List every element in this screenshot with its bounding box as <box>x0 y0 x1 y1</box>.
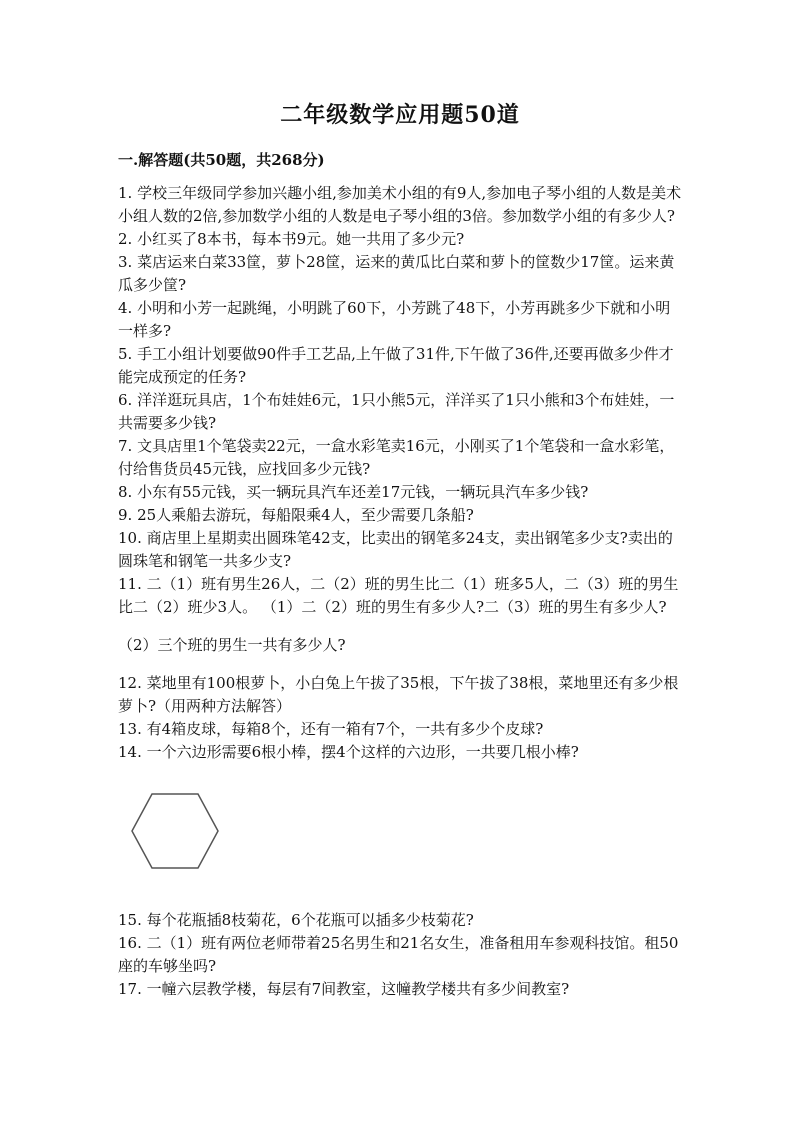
question-11: 11. 二（1）班有男生26人，二（2）班的男生比二（1）班多5人，二（3）班的男生比二（2）班少3人。 （1）二（2）班的男生有多少人?二（3）班的男生有多少人? <box>118 575 679 616</box>
question-8: 8. 小东有55元钱，买一辆玩具汽车还差17元钱，一辆玩具汽车多少钱? <box>118 483 589 501</box>
question-10: 10. 商店里上星期卖出圆珠笔42支，比卖出的钢笔多24支，卖出钢笔多少支?卖出的圆珠笔和钢笔一共多少支? <box>118 529 673 570</box>
question-14: 14. 一个六边形需要6根小棒，摆4个这样的六边形，一共要几根小棒? <box>118 743 579 761</box>
question-15: 15. 每个花瓶插8枝菊花，6个花瓶可以插多少枝菊花? <box>118 911 474 929</box>
question-9: 9. 25人乘船去游玩，每船限乘4人，至少需要几条船? <box>118 506 474 524</box>
hexagon-figure <box>130 792 220 870</box>
question-12: 12. 菜地里有100根萝卜，小白兔上午拔了35根，下午拔了38根，菜地里还有多少根萝卜?（用两种方法解答） <box>118 674 679 715</box>
section-header: 一.解答题(共50题，共268分) <box>118 151 325 169</box>
question-2: 2. 小红买了8本书，每本书9元。她一共用了多少元? <box>118 230 465 248</box>
question-3: 3. 菜店运来白菜33筐，萝卜28筐，运来的黄瓜比白菜和萝卜的筐数少17筐。运来黄瓜多少筐? <box>118 253 675 294</box>
page-title: 二年级数学应用题50道 <box>280 102 520 128</box>
question-5: 5. 手工小组计划要做90件手工艺品,上午做了31件,下午做了36件,还要再做多少件才能完成预定的任务? <box>118 345 674 386</box>
question-6: 6. 洋洋逛玩具店，1个布娃娃6元，1只小熊5元，洋洋买了1只小熊和3个布娃娃，一共需要多少钱? <box>118 391 675 432</box>
question-11-part-2: （2）三个班的男生一共有多少人? <box>118 636 346 654</box>
question-4: 4. 小明和小芳一起跳绳，小明跳了60下，小芳跳了48下，小芳再跳多少下就和小明一样多? <box>118 299 671 340</box>
hexagon-shape <box>132 794 218 868</box>
question-17: 17. 一幢六层教学楼，每层有7间教室，这幢教学楼共有多少间教室? <box>118 980 570 998</box>
question-7: 7. 文具店里1个笔袋卖22元，一盒水彩笔卖16元，小刚买了1个笔袋和一盒水彩笔，付给售货员45元钱，应找回多少元钱? <box>118 437 675 478</box>
question-1: 1. 学校三年级同学参加兴趣小组,参加美术小组的有9人,参加电子琴小组的人数是美术小组人数的2倍,参加数学小组的人数是电子琴小组的3倍。参加数学小组的有多少人? <box>118 184 682 225</box>
question-13: 13. 有4箱皮球，每箱8个，还有一箱有7个，一共有多少个皮球? <box>118 720 544 738</box>
question-list <box>118 182 684 1001</box>
question-16: 16. 二（1）班有两位老师带着25名男生和21名女生，准备租用车参观科技馆。租50座的车够坐吗? <box>118 934 679 975</box>
